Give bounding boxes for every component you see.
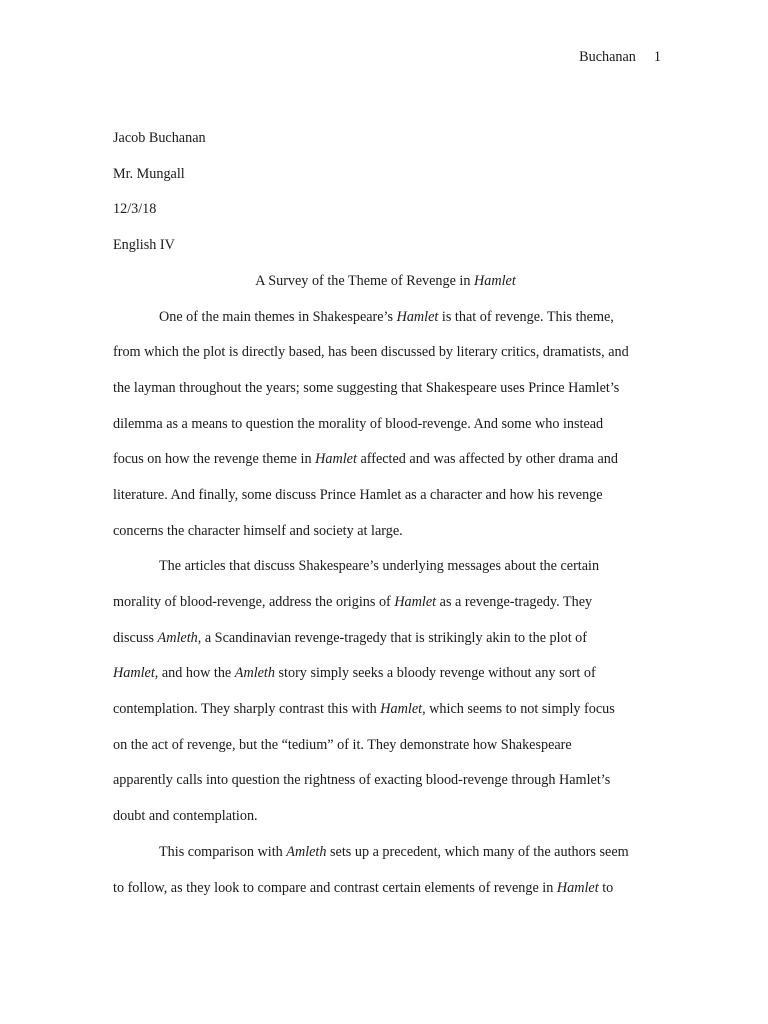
student-name: Jacob Buchanan: [113, 130, 206, 146]
paragraph-line: [113, 770, 658, 806]
paragraph: [113, 556, 658, 842]
text-run: , a Scandinavian revenge-tragedy that is strikingly akin to the plot of: [197, 629, 587, 646]
paragraph: [113, 307, 658, 557]
paragraph-line: [113, 485, 658, 521]
page-number: 1: [653, 49, 661, 65]
text-run: sets up a precedent, which many of the authors seem: [326, 843, 629, 860]
running-header: [579, 47, 661, 67]
paragraph-line: [113, 449, 658, 485]
paragraph-line: [113, 806, 658, 842]
text-run: as a revenge-tragedy. They: [436, 594, 593, 610]
essay-date: 12/3/18: [113, 201, 157, 218]
italic-title-reference: Hamlet: [380, 701, 423, 718]
text-run: affected and was affected by other drama and: [356, 451, 618, 468]
mla-heading: [113, 128, 658, 270]
paragraph-line: [113, 878, 658, 914]
course-name: English IV: [113, 236, 175, 253]
text-run: , which seems to not simply focus: [422, 701, 615, 718]
text-run: is that of revenge. This theme,: [438, 308, 614, 325]
text-run: doubt and contemplation.: [113, 808, 258, 825]
text-run: on the act of revenge, but the “tedium” of it. They demonstrate how Shakespeare: [113, 736, 572, 753]
paragraph-line: [113, 663, 658, 699]
text-run: literature. And finally, some discuss Prince Hamlet as a character and how his revenge: [113, 486, 603, 503]
essay-title-text: A Survey of the Theme of Revenge in: [255, 273, 475, 289]
paragraph-line: [113, 521, 658, 557]
text-run: apparently calls into question the rightness of exacting blood-revenge through Hamlet’s: [113, 772, 611, 789]
paragraph-line: [113, 628, 658, 664]
paragraph-line: [113, 842, 658, 878]
paragraph-line: [113, 414, 658, 450]
text-run: contemplation. They sharply contrast this with: [113, 701, 381, 718]
paragraph-line: [113, 342, 658, 378]
text-run: dilemma as a means to question the morality of blood-revenge. And some who instead: [113, 415, 604, 432]
essay-body: [113, 307, 658, 914]
text-run: morality of blood-revenge, address the origins of: [113, 594, 395, 610]
italic-title-reference: Amleth: [286, 843, 327, 860]
paragraph-line: [113, 592, 658, 628]
text-run: This comparison with: [159, 843, 287, 860]
italic-title-reference: Hamlet: [556, 879, 599, 896]
text-run: focus on how the revenge theme in: [113, 451, 316, 468]
paragraph-line: [113, 307, 658, 343]
italic-title-reference: Hamlet: [113, 665, 155, 682]
italic-title-reference: Hamlet: [394, 594, 437, 610]
text-run: to follow, as they look to compare and contrast certain elements of revenge in: [113, 879, 557, 896]
paragraph-line: [113, 735, 658, 771]
text-run: One of the main themes in Shakespeare’s: [159, 308, 397, 325]
text-run: to: [598, 879, 614, 896]
essay-title-italic: Hamlet: [474, 273, 516, 289]
text-run: story simply seeks a bloody revenge without any sort of: [274, 665, 596, 682]
italic-title-reference: Amleth: [234, 665, 275, 682]
text-run: from which the plot is directly based, has been discussed by literary critics, dramatists, and: [113, 344, 629, 361]
italic-title-reference: Hamlet: [396, 308, 439, 325]
italic-title-reference: Amleth: [157, 629, 198, 646]
paragraph: [113, 842, 658, 913]
text-run: The articles that discuss Shakespeare’s underlying messages about the certain: [159, 558, 600, 575]
instructor-name: Mr. Mungall: [113, 165, 185, 182]
text-run: concerns the character himself and society at large.: [113, 522, 403, 539]
text-run: discuss: [113, 629, 158, 646]
header-surname: Buchanan: [579, 49, 636, 65]
paragraph-line: [113, 699, 658, 735]
italic-title-reference: Hamlet: [315, 451, 357, 468]
paragraph-line: [113, 378, 658, 414]
text-run: the layman throughout the years; some suggesting that Shakespeare uses Prince Hamlet’s: [113, 379, 620, 396]
essay-title: [113, 271, 658, 291]
paragraph-line: [113, 556, 658, 592]
text-run: , and how the: [154, 665, 235, 682]
